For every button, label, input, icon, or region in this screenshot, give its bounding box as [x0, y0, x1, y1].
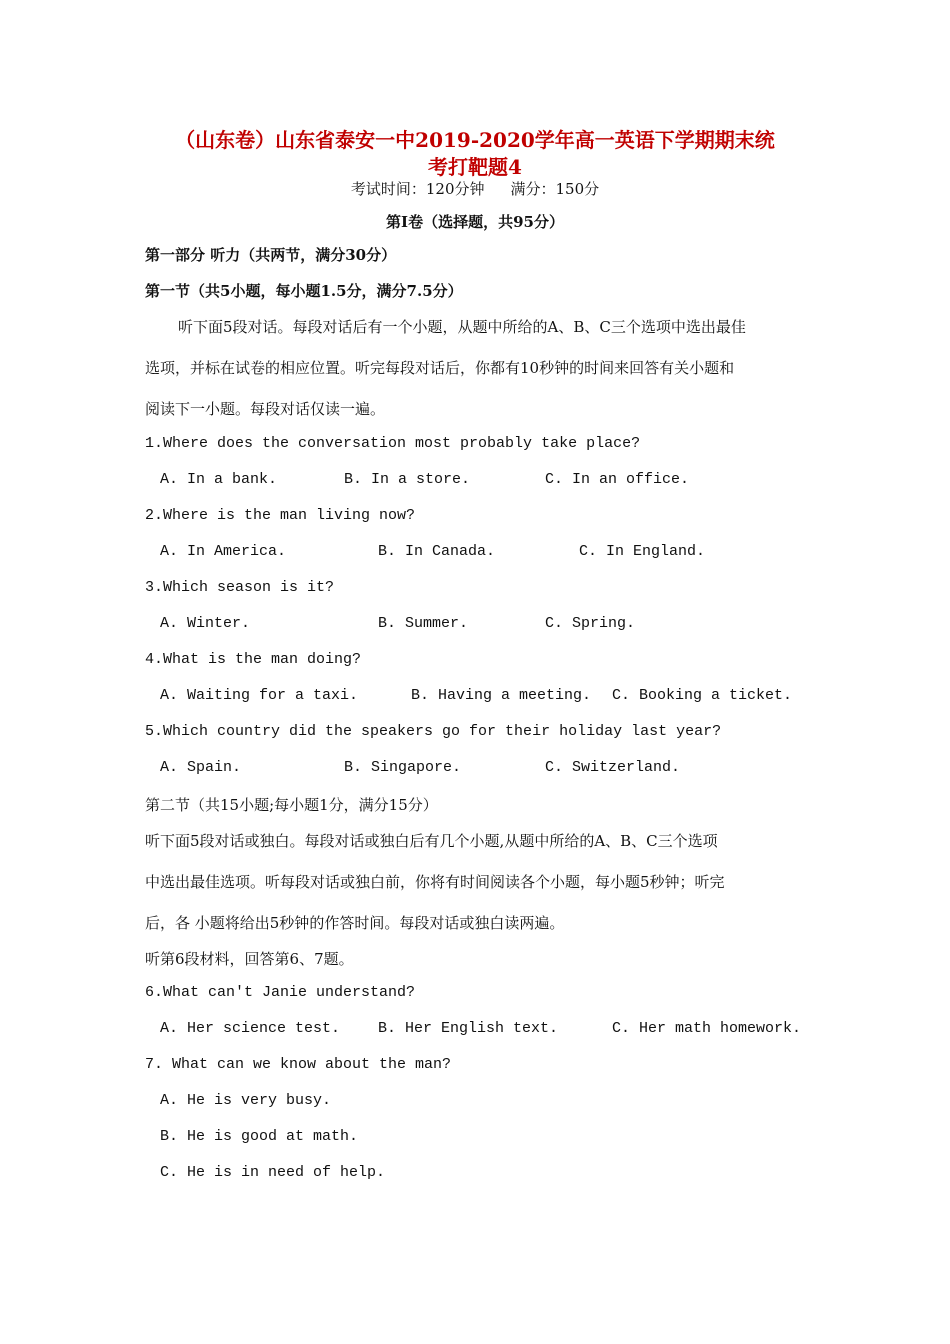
q4-option-c: C. Booking a ticket. [612, 687, 793, 704]
section1-instruction-line: 阅读下一小题。每段对话仅读一遍。 [145, 400, 386, 418]
section1-heading: 第一节（共5小题，每小题1.5分，满分7.5分） [145, 282, 463, 300]
q4-option-a: A. Waiting for a taxi. [160, 687, 359, 704]
section1-instruction-line: 选项，并标在试卷的相应位置。听完每段对话后，你都有10秒钟的时间来回答有关小题和 [145, 359, 735, 377]
q7-option-a: A. He is very busy. [160, 1092, 332, 1109]
question-7: 7. What can we know about the man? [145, 1056, 452, 1073]
q2-option-c: C. In England. [579, 543, 706, 560]
section2-instruction-line: 后，各 小题将给出5秒钟的作答时间。每段对话或独白读两遍。 [145, 914, 565, 932]
q3-option-c: C. Spring. [545, 615, 636, 632]
section2-instruction-line: 听下面5段对话或独白。每段对话或独白后有几个小题,从题中所给的A、B、C三个选项 [145, 832, 718, 850]
part1-heading: 第一部分 听力（共两节，满分30分） [145, 246, 397, 264]
exam-meta [100, 178, 850, 199]
q2-option-b: B. In Canada. [378, 543, 496, 560]
q1-option-b: B. In a store. [344, 471, 471, 488]
full-score: 满分：150分 [510, 180, 600, 198]
section2-heading: 第二节（共15小题;每小题1分，满分15分） [145, 796, 438, 814]
question-3: 3.Which season is it? [145, 579, 335, 596]
q5-option-b: B. Singapore. [344, 759, 462, 776]
question-2: 2.Where is the man living now? [145, 507, 416, 524]
question-4: 4.What is the man doing? [145, 651, 362, 668]
q3-option-b: B. Summer. [378, 615, 469, 632]
q3-option-a: A. Winter. [160, 615, 251, 632]
exam-time: 考试时间：120分钟 [350, 180, 485, 198]
question-1: 1.Where does the conversation most probably take place? [145, 435, 641, 452]
doc-title-line1: （山东卷）山东省泰安一中2019-2020学年高一英语下学期期末统 [175, 128, 775, 152]
q6-option-c: C. Her math homework. [612, 1020, 802, 1037]
q1-option-c: C. In an office. [545, 471, 690, 488]
question-5: 5.Which country did the speakers go for their holiday last year? [145, 723, 722, 740]
q6-option-a: A. Her science test. [160, 1020, 341, 1037]
q2-option-a: A. In America. [160, 543, 287, 560]
q5-option-c: C. Switzerland. [545, 759, 681, 776]
q5-option-a: A. Spain. [160, 759, 242, 776]
q4-option-b: B. Having a meeting. [411, 687, 592, 704]
section2-instruction-line: 中选出最佳选项。听每段对话或独白前，你将有时间阅读各个小题，每小题5秒钟；听完 [145, 873, 725, 891]
q7-option-b: B. He is good at math. [160, 1128, 359, 1145]
doc-title-line2: 考打靶题4 [428, 155, 522, 179]
q7-option-c: C. He is in need of help. [160, 1164, 386, 1181]
question-6: 6.What can't Janie understand? [145, 984, 416, 1001]
q1-option-a: A. In a bank. [160, 471, 278, 488]
material6-note: 听第6段材料，回答第6、7题。 [145, 950, 354, 968]
section1-instruction-line: 听下面5段对话。每段对话后有一个小题，从题中所给的A、B、C三个选项中选出最佳 [178, 318, 746, 336]
q6-option-b: B. Her English text. [378, 1020, 559, 1037]
volume-heading: 第Ⅰ卷（选择题，共95分） [386, 213, 564, 231]
